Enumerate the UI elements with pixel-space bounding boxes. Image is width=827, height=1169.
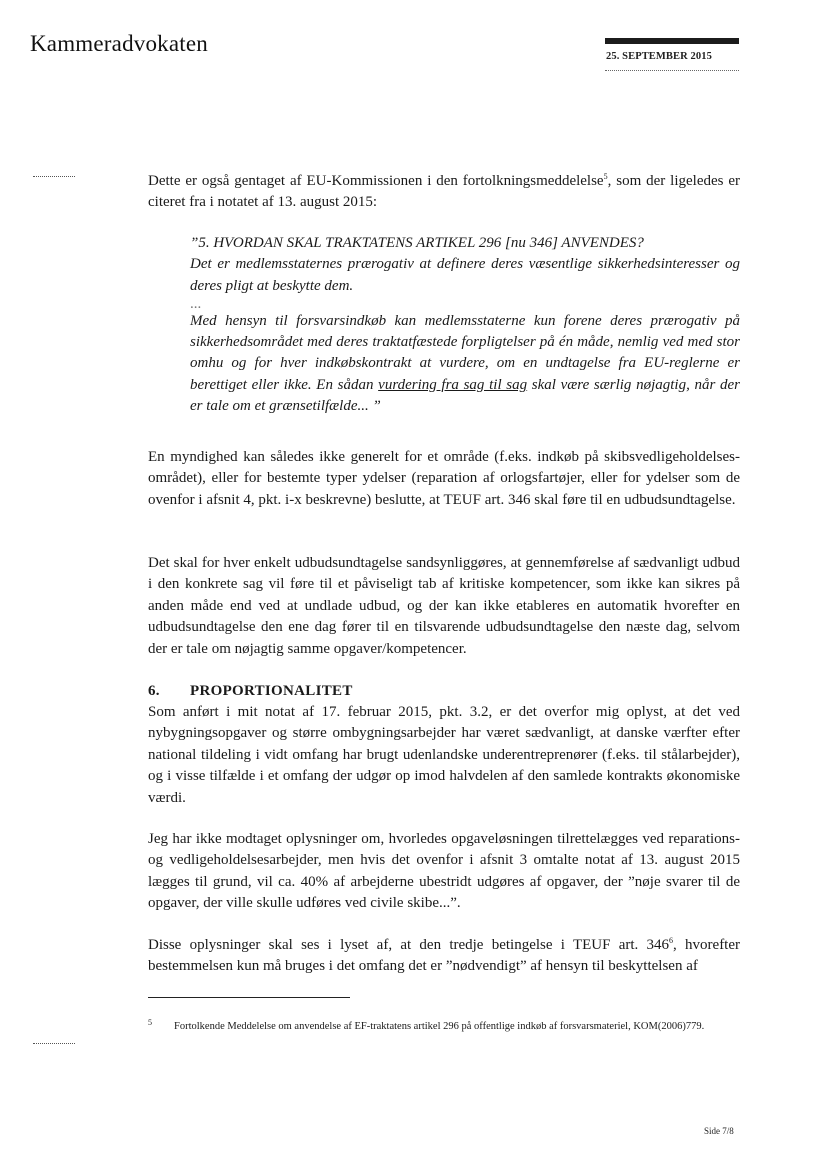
intro-paragraph bbox=[148, 171, 740, 214]
quote-block bbox=[190, 233, 740, 417]
document-date: 25. SEPTEMBER 2015 bbox=[606, 51, 712, 62]
quote-line-2: Det er medlemsstaternes prærogativ at definere deres væsentlige sikkerhedsinteresser og deres pligt at beskytte dem. bbox=[190, 256, 740, 294]
section-heading bbox=[148, 681, 353, 702]
paragraph-6-text-cont: , hvorefter bestemmelsen kun må bruges i det omfang det er ”nødvendigt” af hensyn til beskyttelsen af bbox=[148, 937, 741, 975]
header-bar bbox=[605, 38, 739, 44]
quote-heading: ”5. HVORDAN SKAL TRAKTATENS ARTIKEL 296 [nu 346] ANVENDES? bbox=[190, 235, 644, 251]
quote-line-3-end: skal være særlig nøjagtig, når der er tale om et grænsetilfælde... ” bbox=[190, 376, 740, 415]
paragraph-4: Som anført i mit notat af 17. februar 2015, pkt. 3.2, er det overfor mig oplyst, at det ved nybygningsopgaver og større ombygningsarbejder har været sædvanligt, at danske værfter efter national tildeling i vidt omfang har brugt udenlandske underentreprenører (f.eks. til stålarbejder), og i visse tilfælde i et omfang der udgør op imod halvdelen af den samlede kontrakts økonomiske værdi. bbox=[148, 704, 740, 806]
margin-mark-bottom bbox=[33, 1043, 75, 1044]
quote-ellipsis: ... bbox=[190, 295, 202, 312]
footnote-text: Fortolkende Meddelelse om anvendelse af EF-traktatens artikel 296 på offentlige indkøb af forsvarsmateriel, KOM(2006)779. bbox=[174, 1021, 705, 1032]
intro-text-cont: , som der ligeledes er citeret fra i notatet af 13. august 2015: bbox=[148, 173, 741, 211]
paragraph-5: Jeg har ikke modtaget oplysninger om, hvorledes opgaveløsningen tilrettelægges ved reparations- og vedligeholdelsesarbejder, men hvis det ovenfor i afsnit 3 omtalte notat af 13. august 2015 lægges til grund, vil ca. 40% af arbejderne ubestridt udgøres af opgaver, der ”nøje svarer til de opgaver, der ville skulle udføres ved civile skibe...”. bbox=[148, 831, 740, 912]
quote-line-3-text: Med hensyn til forsvarsindkøb kan medlemsstaterne kun forene deres prærogativ på sikkerhedsområdet med deres traktatfæstede forpligtelser på én måde, nemlig ved med stor omhu og for hver indkøbskontrakt at vurdere, om en undtagelse fra EU-reglerne er berettiget eller ikke. En sådan bbox=[190, 312, 740, 393]
footnote-number: 5 bbox=[148, 1018, 152, 1027]
margin-mark-top bbox=[33, 176, 75, 177]
paragraph-3: Det skal for hver enkelt udbudsundtagelse sandsynliggøres, at gennemførelse af sædvanligt udbud i den konkrete sag vil føre til et påviseligt tab af kritiske kompetencer, som ikke kan sikres på anden måde end ved at undlade udbud, og der kan ikke etableres en automatik hvorefter en udbudsundtagelse den ene dag fører til en tilsvarende udbudsundtagelse den næste dag, selvom der er tale om nøjagtig samme opgaver/kompetencer. bbox=[148, 555, 740, 657]
page-number: Side 7/8 bbox=[704, 1126, 734, 1136]
paragraph-6 bbox=[148, 935, 740, 978]
paragraph-2: En myndighed kan således ikke generelt for et område (f.eks. indkøb på skibsvedligeholdelses-området), eller for bestemte typer ydelser (reparation af orlogsfartøjer, eller for ydelser som de ovenfor i afsnit 4, pkt. i-x beskrevne) beslutte, at TEUF art. 346 skal føre til en udbudsundtagelse. bbox=[148, 449, 740, 508]
footnote-ref-5: 5 bbox=[603, 172, 608, 181]
paragraph-6-text: Disse oplysninger skal ses i lyset af, at den tredje betingelse i TEUF art. 346 bbox=[148, 937, 670, 953]
footnote-divider bbox=[148, 997, 350, 998]
intro-text: Dette er også gentaget af EU-Kommissionen i den fortolkningsmeddelelse bbox=[148, 173, 604, 189]
footnote-ref-6: 6 bbox=[669, 936, 674, 945]
section-number: 6. bbox=[148, 683, 160, 699]
date-divider bbox=[605, 70, 739, 71]
firm-logo: Kammeradvokaten bbox=[30, 31, 208, 56]
quote-underlined-phrase: vurdering fra sag til sag bbox=[378, 376, 528, 393]
section-title: PROPORTIONALITET bbox=[190, 683, 353, 699]
quote-line-3 bbox=[190, 311, 740, 417]
